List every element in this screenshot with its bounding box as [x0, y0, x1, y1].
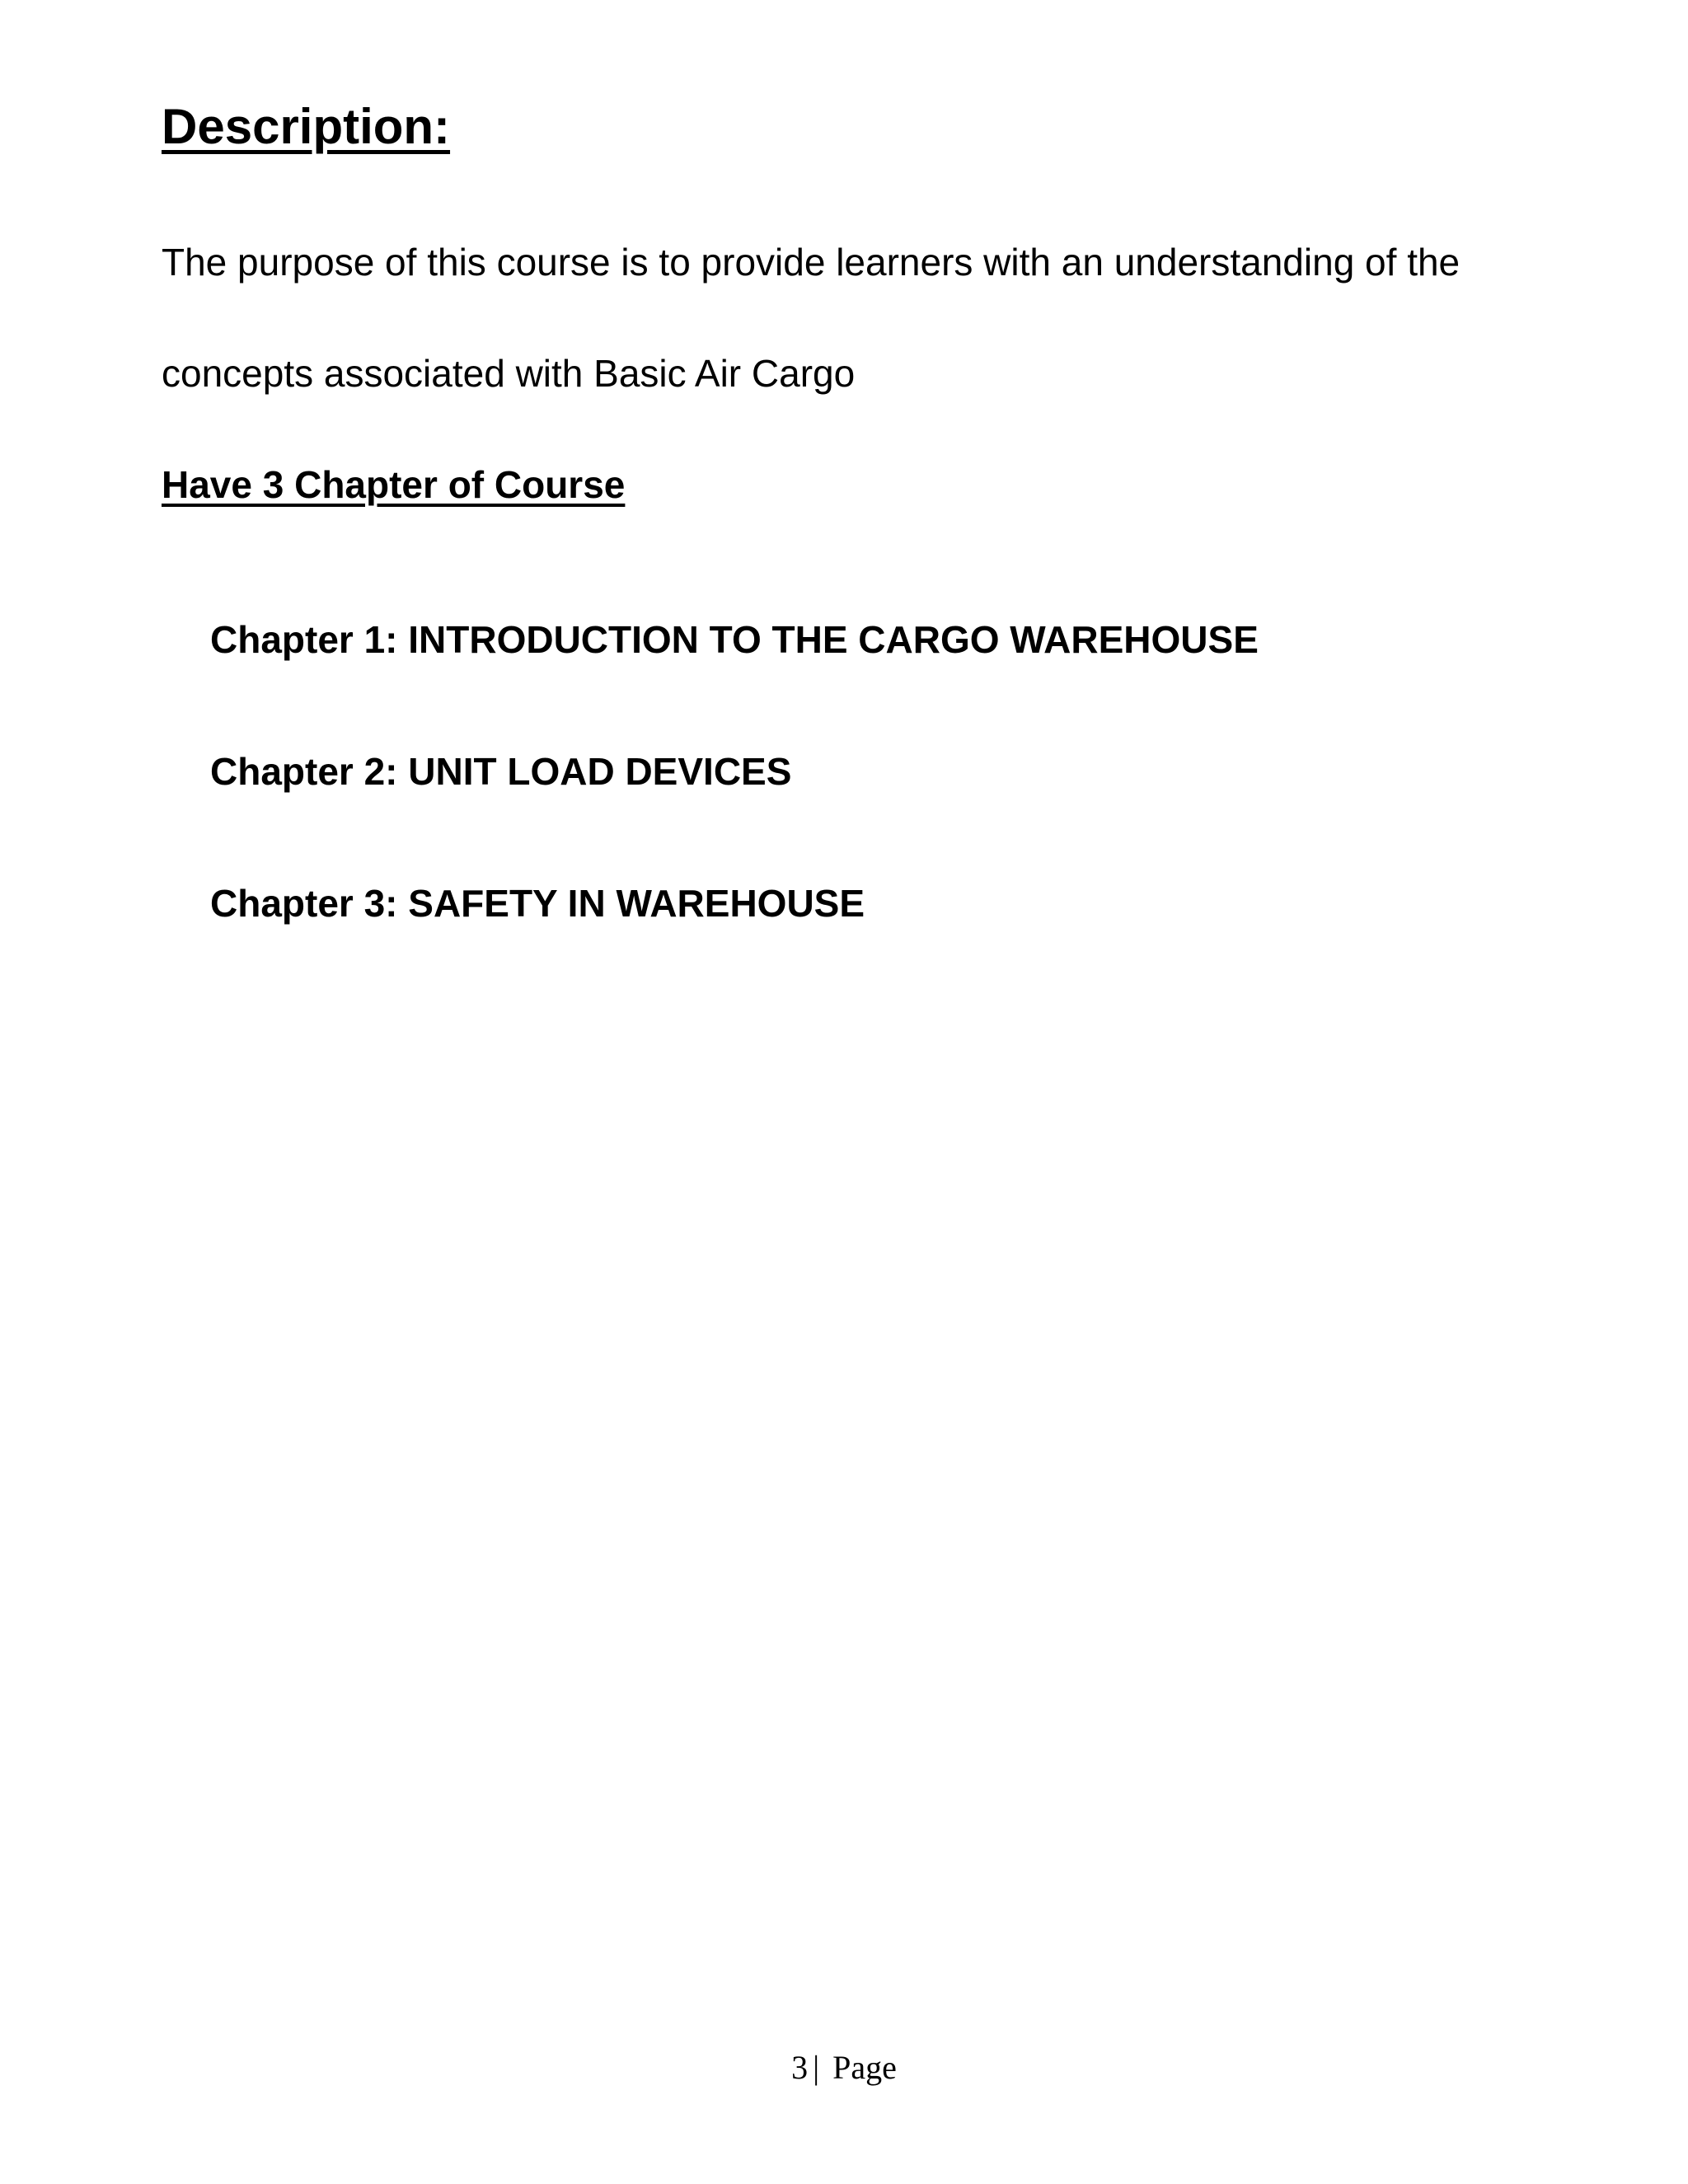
page-title: Description: [162, 99, 451, 154]
chapter-list-item: Chapter 3: SAFETY IN WAREHOUSE [210, 882, 865, 925]
chapter-summary-heading: Have 3 Chapter of Course [162, 463, 626, 506]
page-number: 3 [791, 2049, 809, 2086]
chapter-list-item: Chapter 1: INTRODUCTION TO THE CARGO WAREHOUSE [210, 618, 1259, 661]
page-label: Page [832, 2049, 897, 2086]
page-footer [0, 2048, 1688, 2088]
chapter-list-item: Chapter 2: UNIT LOAD DEVICES [210, 750, 792, 793]
page-separator: | [813, 2049, 820, 2086]
purpose-text-line-2: concepts associated with Basic Air Cargo [162, 352, 856, 395]
purpose-text-line-1: The purpose of this course is to provide learners with an understanding of the [162, 241, 1461, 284]
